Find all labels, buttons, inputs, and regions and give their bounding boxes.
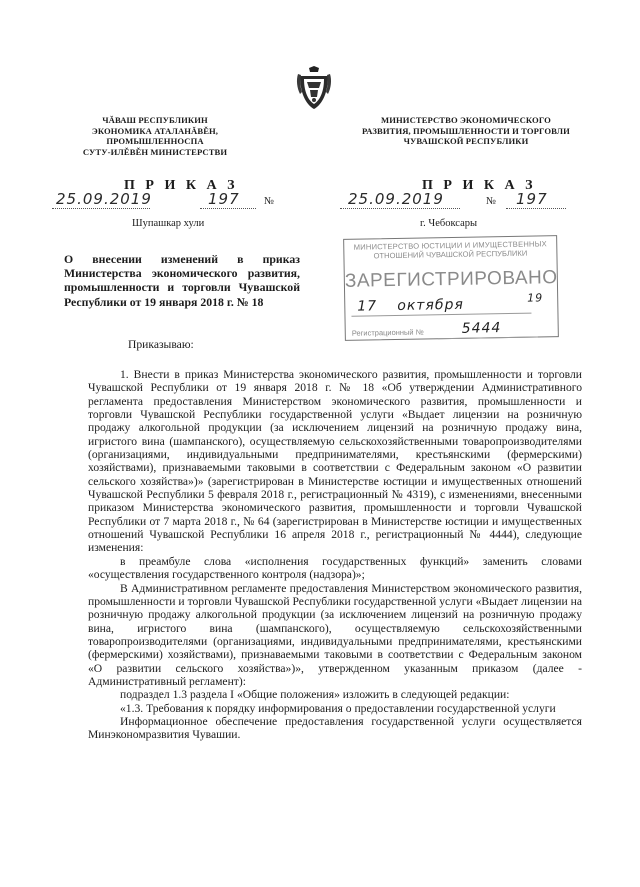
order-date-line-right	[340, 208, 460, 209]
header-right-line: РАЗВИТИЯ, ПРОМЫШЛЕННОСТИ И ТОРГОВЛИ	[362, 125, 570, 136]
header-left-line: ЧĂВАШ РЕСПУБЛИКИН	[102, 115, 208, 125]
document-title: О внесении изменений в приказ Министерства экономического развития, промышленности и торговли Чувашской Республики от 19 января 2018 г. № 18	[64, 252, 300, 309]
stamp-reg-row	[346, 321, 558, 343]
header-right-line: МИНИСТЕРСТВО ЭКОНОМИЧЕСКОГО	[381, 115, 551, 125]
order-date-right: 25.09.2019	[348, 190, 444, 208]
stamp-reg-label: Регистрационный №	[351, 327, 424, 338]
order-title-left: П Р И К А З	[124, 178, 238, 193]
order-word: Приказываю:	[128, 338, 194, 351]
header-right	[348, 115, 584, 147]
stamp-date-day: 17	[357, 298, 378, 315]
stamp-line-2: ОТНОШЕНИЙ ЧУВАШСКОЙ РЕСПУБЛИКИ	[373, 248, 528, 261]
stamp-date-month: октября	[397, 296, 464, 314]
city-left: Шупашкар хули	[132, 218, 205, 229]
stamp-line-1: МИНИСТЕРСТВО ЮСТИЦИИ И ИМУЩЕСТВЕННЫХ	[353, 239, 547, 252]
city-right: г. Чебоксары	[420, 218, 478, 229]
coat-of-arms-emblem	[296, 66, 332, 110]
header-left	[44, 115, 266, 157]
body-paragraph-6: Информационное обеспечение предоставления государственной услуги осуществляется Минэкономразвития Чувашии.	[88, 714, 582, 742]
document-body	[88, 368, 582, 742]
order-date-line-left	[52, 208, 150, 209]
header-left-line: ЭКОНОМИКА АТАЛАНĂВĚН, ПРОМЫШЛЕННОСПА	[91, 125, 219, 146]
body-paragraph-5: «1.3. Требования к порядку информирования о предоставлении государственной услуги	[120, 701, 556, 715]
order-number-line-right	[506, 208, 566, 209]
body-paragraph-3: В Административном регламенте предоставления Министерством экономического развития, промышленности и торговли Чувашской Республики государственной услуги «Выдает лицензии на розничную продажу алкогольной продукции (за исключением лицензий на розничную продажу вина, игристого вина (шампанского), осуществляемую сельскохозяйственными товаропроизводителями (организациями, индивидуальными предпринимателями, крестьянскими (фермерскими) хозяйствами), признаваемыми таковыми в соответствии с Федеральным законом «О развитии сельского хозяйства»)», утвержденном указанным приказом (далее - Административный регламент):	[88, 581, 582, 688]
stamp-date-row	[345, 291, 557, 321]
number-sign-right: №	[486, 196, 497, 207]
header-right-line: ЧУВАШСКОЙ РЕСПУБЛИКИ	[403, 136, 529, 146]
stamp-reg-number: 5444	[461, 320, 502, 337]
order-number-left: 197	[208, 190, 240, 208]
body-paragraph-2: в преамбуле слова «исполнения государственных функций» заменить словами «осуществления государственного контроля (надзора)»;	[88, 554, 582, 582]
stamp-date-year: 19	[527, 291, 544, 305]
order-date-left: 25.09.2019	[56, 190, 152, 208]
order-number-line-left	[200, 208, 256, 209]
order-number-right: 197	[516, 190, 548, 208]
number-sign-left: №	[264, 196, 275, 207]
body-paragraph-4: подраздел 1.3 раздела I «Общие положения» изложить в следующей редакции:	[120, 688, 510, 702]
body-paragraph-1: 1. Внести в приказ Министерства экономического развития, промышленности и торговли Чувашской Республики от 19 января 2018 г. № 18 «Об утверждении Административного регламента предоставления Министерством экономического развития, промышленности и торговли Чувашской Республики государственной услуги «Выдает лицензии на розничную продажу алкогольной продукции (за исключением лицензий на розничную продажу вина, игристого вина (шампанского), осуществляемую сельскохозяйственными товаропроизводителями (организациями, индивидуальными предпринимателями, крестьянскими (фермерскими) хозяйствами), признаваемыми таковыми в соответствии с Федеральным законом «О развитии сельского хозяйства»)» (зарегистрирован в Министерстве юстиции и имущественных отношений Чувашской Республики 5 февраля 2018 г., регистрационный № 4319), с изменениями, внесенными приказом Министерства экономического развития, промышленности и торговли Чувашской Республики от 7 марта 2018 г., № 64 (зарегистрирован в Министерстве юстиции и имущественных отношений Чувашской Республики 16 апреля 2018 г., регистрационный № 4444), следующие изменения:	[88, 368, 582, 555]
stamp-status: ЗАРЕГИСТРИРОВАНО	[344, 267, 558, 292]
order-title-right: П Р И К А З	[422, 178, 536, 193]
header-left-line: СУТУ-ИЛĚВĚН МИНИСТЕРСТВИ	[82, 146, 228, 157]
registration-stamp	[343, 235, 559, 341]
